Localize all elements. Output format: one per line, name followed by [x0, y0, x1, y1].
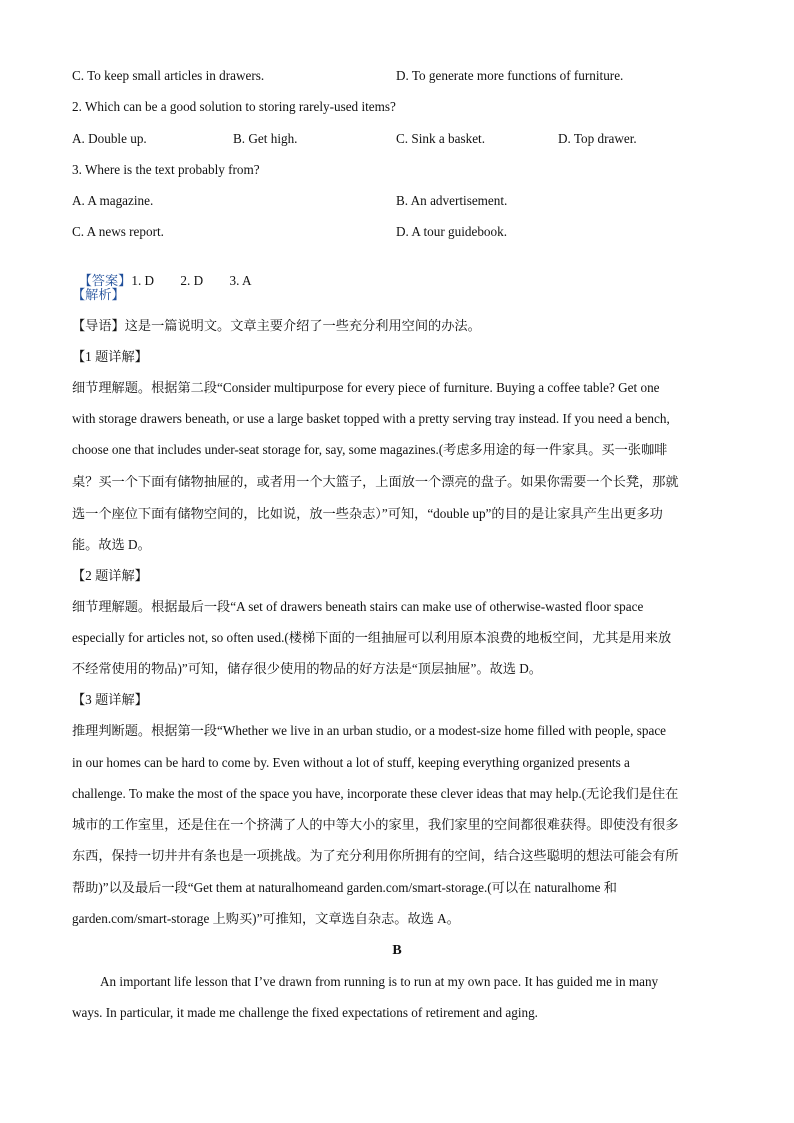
- q3-option-a: A. A magazine.: [72, 193, 154, 208]
- passage-line: ways. In particular, it made me challenge the fixed expectations of retirement and aging.: [72, 1005, 538, 1020]
- detail1-heading: 【1 题详解】: [72, 349, 148, 364]
- q2-option-c: C. Sink a basket.: [396, 131, 486, 146]
- q3-option-d: D. A tour guidebook.: [396, 224, 507, 239]
- q3-stem: 3. Where is the text probably from?: [72, 162, 260, 177]
- section-heading: B: [392, 943, 402, 958]
- answer-tag: 【答案】: [78, 273, 132, 288]
- detail1-line: choose one that includes under-seat storage for, say, some magazines.(考虑多用途的每一件家具。买一张咖啡: [72, 442, 668, 457]
- detail3-line: garden.com/smart-storage 上购买)”可推知，文章选自杂志。故选 A。: [72, 911, 460, 926]
- analysis-tag: 【解析】: [72, 287, 125, 302]
- detail1-line: 能。故选 D。: [72, 537, 151, 552]
- q1-option-d: D. To generate more functions of furniture.: [396, 68, 624, 83]
- detail3-line: 推理判断题。根据第一段“Whether we live in an urban studio, or a modest-size home filled with people, space: [72, 723, 667, 738]
- answer-line: [72, 254, 252, 290]
- detail2-line: 不经常使用的物品)”可知，储存很少使用的物品的好方法是“顶层抽屉”。故选 D。: [72, 661, 542, 676]
- detail1-line: with storage drawers beneath, or use a large basket topped with a pretty serving tray instead. If you need a bench,: [72, 411, 670, 426]
- detail3-line: 城市的工作室里，还是住在一个挤满了人的中等大小的家里，我们家里的空间都很难获得。即使没有很多: [72, 817, 679, 832]
- detail3-line: challenge. To make the most of the space you have, incorporate these clever ideas that may help.(无论我们是住在: [72, 786, 679, 801]
- detail2-heading: 【2 题详解】: [72, 568, 148, 583]
- answer-text: 1. D 2. D 3. A: [131, 273, 252, 288]
- q2-stem: 2. Which can be a good solution to storing rarely-used items?: [72, 99, 396, 114]
- detail3-line: in our homes can be hard to come by. Even without a lot of stuff, keeping everything organized presents a: [72, 755, 630, 770]
- q2-option-d: D. Top drawer.: [558, 131, 637, 146]
- passage-line: An important life lesson that I’ve drawn from running is to run at my own pace. It has guided me in many: [100, 974, 659, 989]
- detail1-line: 桌？买一个下面有储物抽屉的，或者用一个大篮子，上面放一个漂亮的盘子。如果你需要一个长凳，那就: [72, 474, 679, 489]
- detail3-heading: 【3 题详解】: [72, 692, 148, 707]
- detail3-line: 东西，保持一切井井有条也是一项挑战。为了充分利用你所拥有的空间，结合这些聪明的想法可能会有所: [72, 848, 679, 863]
- detail1-line: 细节理解题。根据第二段“Consider multipurpose for every piece of furniture. Buying a coffee table? Get one: [72, 380, 660, 395]
- detail3-line: 帮助)”以及最后一段“Get them at naturalhomeand garden.com/smart-storage.(可以在 naturalhome 和: [72, 880, 617, 895]
- intro-text: 【导语】这是一篇说明文。文章主要介绍了一些充分利用空间的办法。: [72, 318, 481, 333]
- q2-option-b: B. Get high.: [233, 131, 298, 146]
- q3-option-b: B. An advertisement.: [396, 193, 508, 208]
- q1-option-c: C. To keep small articles in drawers.: [72, 68, 265, 83]
- detail2-line: especially for articles not, so often used.(楼梯下面的一组抽屉可以利用原本浪费的地板空间，尤其是用来放: [72, 630, 672, 645]
- q2-option-a: A. Double up.: [72, 131, 147, 146]
- detail2-line: 细节理解题。根据最后一段“A set of drawers beneath stairs can make use of otherwise-wasted floor space: [72, 599, 644, 614]
- detail1-line: 选一个座位下面有储物空间的，比如说，放一些杂志）”可知，“double up”的目的是让家具产生出更多功: [72, 506, 663, 521]
- q3-option-c: C. A news report.: [72, 224, 164, 239]
